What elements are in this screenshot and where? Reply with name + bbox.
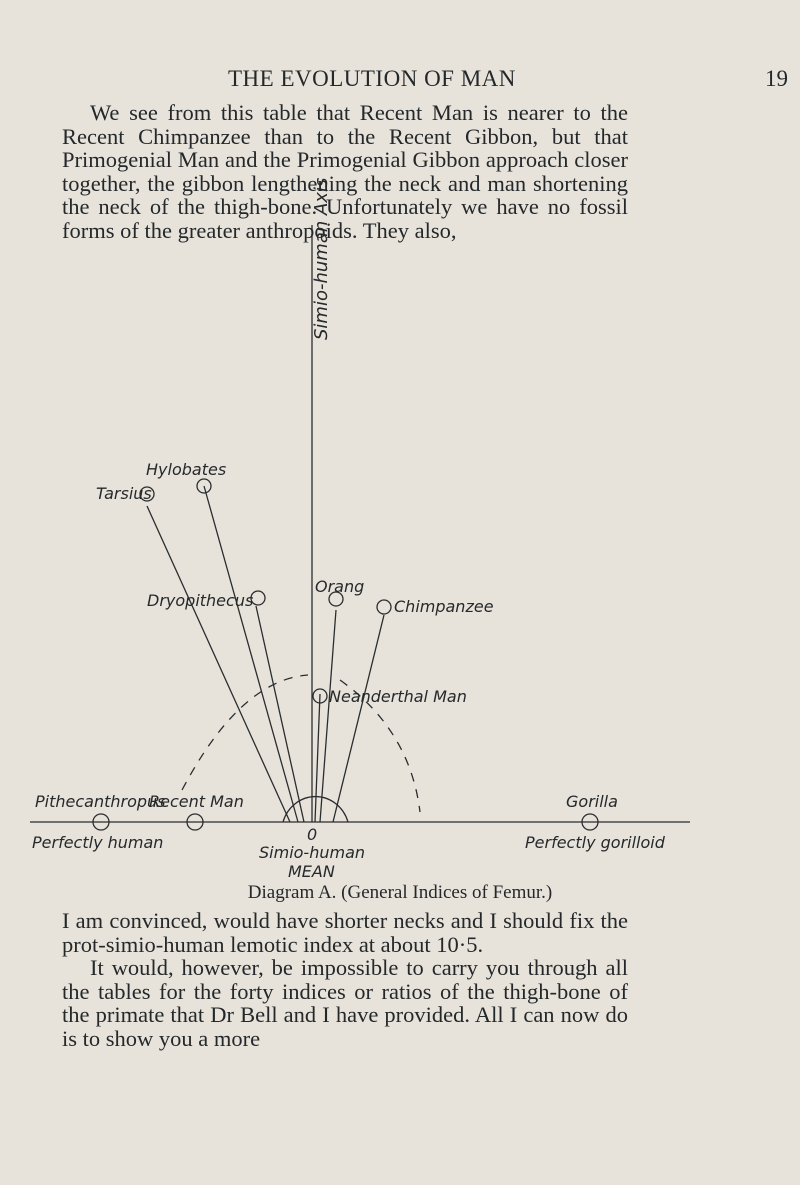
perfectly-gorilloid-label: Perfectly gorilloid: [525, 833, 665, 852]
hylobates-label: Hylobates: [146, 460, 227, 479]
simio-human-label: Simio-human: [259, 843, 366, 862]
paragraph-next: It would, however, be impossible to carry you through all the tables for the forty indices or ratios of the thigh-bone of the primate that Dr Bell and I have provided. All I can now do is to show you a more: [62, 955, 628, 1051]
dryopithecus-label: Dryopithecus: [147, 591, 254, 610]
paragraph-top: We see from this table that Recent Man is nearer to the Recent Chimpanzee than to the Recent Gibbon, but that Primogenial Man and the Primogenial Gibbon approach closer together, the gibbon lengthening the neck and man shortening the neck of the thigh-bone. Unfortunately we have no fossil forms of the greater anthropoids. They also,: [62, 100, 628, 243]
tarsius-label: Tarsius: [96, 484, 152, 503]
diagram-caption: Diagram A. (General Indices of Femur.): [247, 882, 553, 903]
orang-line: [320, 610, 336, 822]
axis-label: Simio-human Axis: [311, 177, 332, 340]
mean-label: MEAN: [288, 862, 335, 881]
page-number: 19: [765, 66, 788, 91]
perfectly-human-label: Perfectly human: [32, 833, 164, 852]
chimpanzee-line: [333, 615, 384, 822]
gorilla-label: Gorilla: [566, 792, 618, 811]
running-title: THE EVOLUTION OF MAN: [228, 66, 516, 91]
orang-label: Orang: [315, 577, 365, 596]
dryopithecus-line: [256, 606, 304, 822]
recent-man-label: Recent Man: [149, 792, 244, 811]
neanderthal-line: [315, 694, 320, 822]
mean-zero-label: 0: [307, 825, 318, 844]
bottom-text: [62, 909, 628, 1051]
paragraph-continued: I am convinced, would have shorter necks and I should fix the prot-simio-human lemotic index at about 10·5.: [62, 908, 628, 957]
chimpanzee-label: Chimpanzee: [394, 597, 494, 616]
pithecanthropus-dashed-line: [182, 675, 308, 790]
neanderthal-label: Neanderthal Man: [329, 687, 467, 706]
pithecanthropus-label: Pithecanthropus: [35, 792, 166, 811]
chimpanzee-node: [377, 600, 391, 614]
hylobates-line: [204, 486, 298, 822]
